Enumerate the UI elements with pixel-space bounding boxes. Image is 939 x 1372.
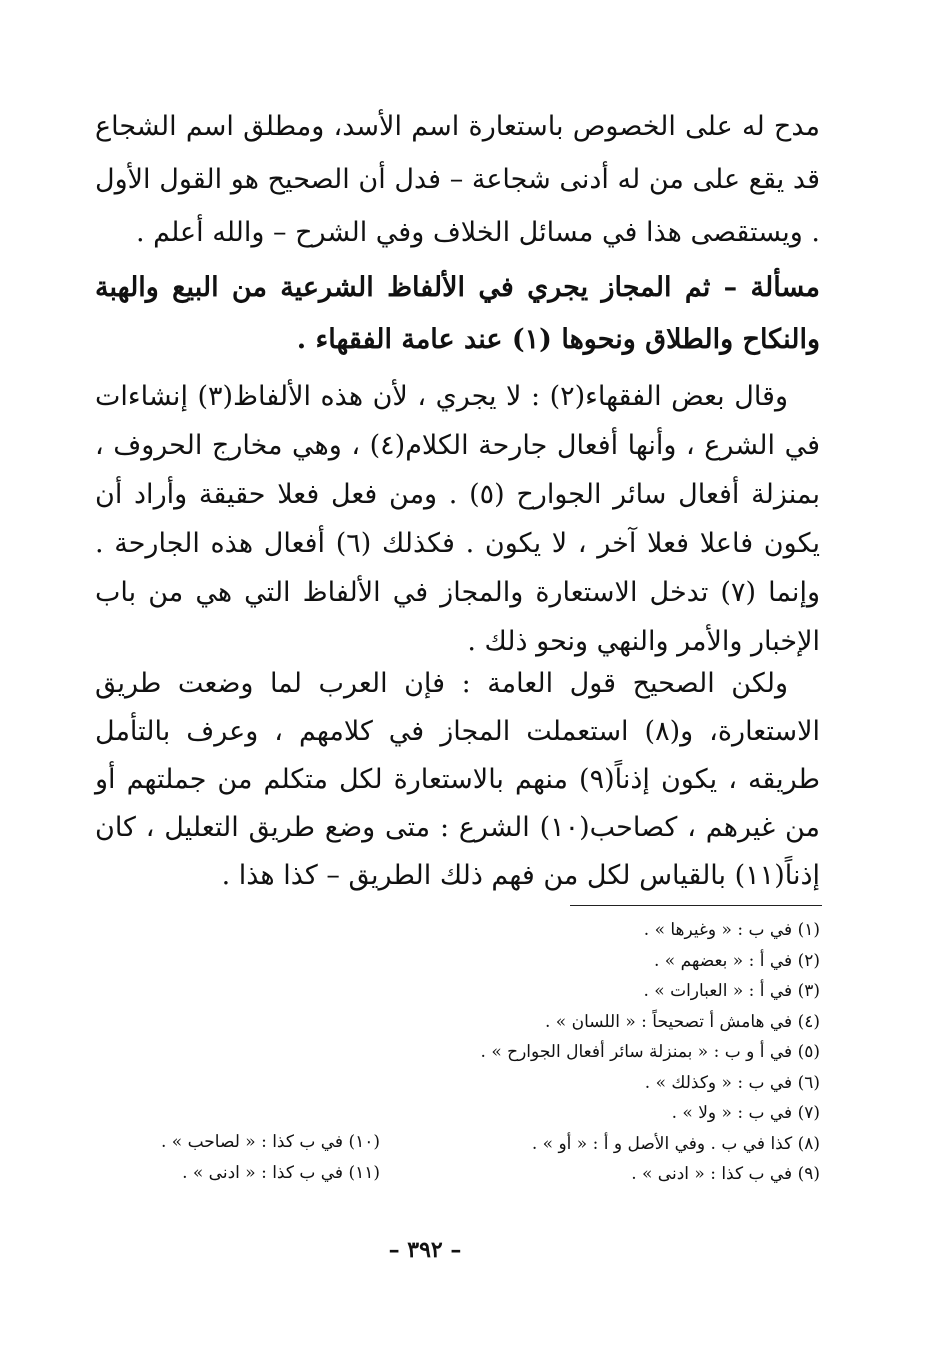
paragraph-continuation: مدح له على الخصوص باستعارة اسم الأسد، ومطلق اسم الشجاع قد يقع على من له أدنى شجاعة – فدل أن الصحيح هو القول الأول . ويستقصى هذا في مسائل الخلاف وفي الشرح – والله أعلم . xyxy=(95,111,820,248)
page-number: – ٣٩٢ – xyxy=(388,1237,462,1263)
footnote-10: (١٠) في ب كذا : « لصاحب » . xyxy=(160,1132,380,1152)
footnote-1: (١) في ب : « وغيرها » . xyxy=(643,920,820,940)
footnote-3: (٣) في أ : « العبارات » . xyxy=(643,981,820,1001)
footnote-2: (٢) في أ : « بعضهم » . xyxy=(653,950,820,971)
paragraph-correct-view: ولكن الصحيح قول العامة : فإن العرب لما وضعت طريق الاستعارة، و(٨) استعملت المجاز في كلامهم ، وعرف بالتأمل طريقه ، يكون إذناً(٩) منهم بالاستعارة لكل متكلم من جملتهم أو من غيرهم ، كصاحب(١٠) الشرع : متى وضع طريق التعليل ، كان إذناً(١١) بالقياس لكل من فهم ذلك الطريق – كذا هذا . xyxy=(95,668,820,891)
issue-heading: مسألة – ثم المجاز يجري في الألفاظ الشرعية من البيع والهبة والنكاح والطلاق ونحوها (١) عند عامة الفقهاء . xyxy=(95,272,820,355)
footnote-4: (٤) في هامش أ تصحيحاً : « اللسان » . xyxy=(544,1011,820,1032)
footnote-6: (٦) في ب : « وكذلك » . xyxy=(644,1072,820,1093)
footnote-9: (٩) في ب كذا : « ادنى » . xyxy=(631,1164,820,1184)
footnote-5: (٥) في أ و ب : « بمنزلة سائر أفعال الجوارح » . xyxy=(480,1042,820,1062)
footnote-11: (١١) في ب كذا : « ادنى » . xyxy=(182,1162,380,1183)
footnotes-right-column xyxy=(420,915,820,1190)
footnotes-left-column xyxy=(100,1127,380,1188)
footnote-separator xyxy=(570,905,822,906)
footnote-8: (٨) كذا في ب . وفي الأصل و أ : « أو » . xyxy=(531,1133,820,1154)
footnote-7: (٧) في ب : « ولا » . xyxy=(671,1103,820,1123)
paragraph-opposing-view: وقال بعض الفقهاء(٢) : لا يجري ، لأن هذه الألفاظ(٣) إنشاءات في الشرع ، وأنها أفعال جارحة الكلام(٤) ، وهي مخارج الحروف ، بمنزلة أفعال سائر الجوارح (٥) . ومن فعل فعلا حقيقة وأراد أن يكون فاعلا فعلا آخر ، لا يكون . فكذلك (٦) أفعال هذه الجارحة . وإنما (٧) تدخل الاستعارة والمجاز في الألفاظ التي هي من باب الإخبار والأمر والنهي ونحو ذلك . xyxy=(95,381,820,657)
